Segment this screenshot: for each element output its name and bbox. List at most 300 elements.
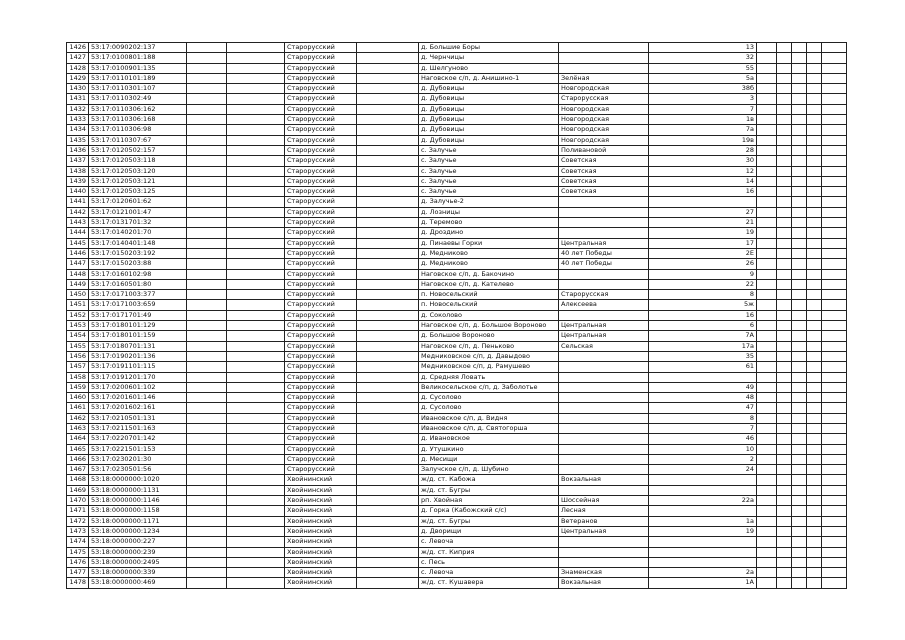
district-cell: Хвойнинский [285, 485, 357, 495]
empty-cell [822, 228, 847, 238]
settlement-cell: п. Новосельский [419, 290, 559, 300]
empty-cell [822, 115, 847, 125]
row-number-cell: 1456 [67, 351, 89, 361]
empty-cell [187, 372, 227, 382]
empty-cell [187, 310, 227, 320]
house-number-cell: 16 [649, 310, 757, 320]
street-cell: Старорусская [559, 290, 649, 300]
empty-cell [227, 526, 285, 536]
empty-cell [357, 187, 419, 197]
empty-cell [187, 207, 227, 217]
settlement-cell: д. Сусолово [419, 393, 559, 403]
street-cell: Центральная [559, 331, 649, 341]
empty-cell [357, 475, 419, 485]
empty-cell [807, 84, 822, 94]
empty-cell [757, 331, 777, 341]
row-number-cell: 1472 [67, 516, 89, 526]
empty-cell [792, 187, 807, 197]
house-number-cell: 38б [649, 84, 757, 94]
empty-cell [357, 248, 419, 258]
table-row [67, 362, 847, 372]
empty-cell [227, 84, 285, 94]
house-number-cell [649, 506, 757, 516]
row-number-cell: 1440 [67, 187, 89, 197]
house-number-cell: 22а [649, 496, 757, 506]
district-cell: Хвойнинский [285, 568, 357, 578]
empty-cell [807, 516, 822, 526]
empty-cell [807, 310, 822, 320]
district-cell: Старорусский [285, 382, 357, 392]
empty-cell [807, 135, 822, 145]
empty-cell [357, 382, 419, 392]
empty-cell [777, 485, 792, 495]
empty-cell [822, 506, 847, 516]
table-row [67, 279, 847, 289]
empty-cell [822, 135, 847, 145]
empty-cell [227, 454, 285, 464]
empty-cell [357, 176, 419, 186]
empty-cell [187, 125, 227, 135]
empty-cell [187, 393, 227, 403]
empty-cell [777, 444, 792, 454]
empty-cell [757, 568, 777, 578]
empty-cell [792, 73, 807, 83]
settlement-cell: д. Теремово [419, 218, 559, 228]
district-cell: Старорусский [285, 300, 357, 310]
empty-cell [822, 187, 847, 197]
empty-cell [757, 382, 777, 392]
table-row [67, 557, 847, 567]
cadastral-number-cell: 53:17:0230201:30 [89, 454, 187, 464]
empty-cell [227, 362, 285, 372]
empty-cell [792, 248, 807, 258]
table-row [67, 248, 847, 258]
settlement-cell: д. Месищи [419, 454, 559, 464]
settlement-cell: д. Дубовицы [419, 84, 559, 94]
empty-cell [792, 125, 807, 135]
empty-cell [757, 84, 777, 94]
row-number-cell: 1464 [67, 434, 89, 444]
settlement-cell: ж/д. ст. Бугры [419, 485, 559, 495]
house-number-cell: 9 [649, 269, 757, 279]
district-cell: Старорусский [285, 372, 357, 382]
empty-cell [357, 63, 419, 73]
empty-cell [357, 310, 419, 320]
table-row [67, 187, 847, 197]
empty-cell [777, 125, 792, 135]
empty-cell [757, 413, 777, 423]
table-row [67, 84, 847, 94]
table-row [67, 321, 847, 331]
empty-cell [757, 290, 777, 300]
empty-cell [357, 94, 419, 104]
empty-cell [227, 557, 285, 567]
empty-cell [187, 197, 227, 207]
empty-cell [792, 557, 807, 567]
empty-cell [807, 43, 822, 53]
empty-cell [792, 156, 807, 166]
empty-cell [777, 269, 792, 279]
street-cell: Новгородская [559, 84, 649, 94]
empty-cell [822, 382, 847, 392]
empty-cell [777, 321, 792, 331]
row-number-cell: 1435 [67, 135, 89, 145]
settlement-cell: Великосельское с/п, д. Заболотье [419, 382, 559, 392]
empty-cell [187, 454, 227, 464]
empty-cell [357, 413, 419, 423]
street-cell [559, 485, 649, 495]
empty-cell [227, 423, 285, 433]
empty-cell [822, 43, 847, 53]
empty-cell [822, 207, 847, 217]
street-cell: 40 лет Победы [559, 259, 649, 269]
district-cell: Старорусский [285, 413, 357, 423]
settlement-cell: д. Чернчицы [419, 53, 559, 63]
cadastral-number-cell: 53:18:0000000:2495 [89, 557, 187, 567]
empty-cell [227, 496, 285, 506]
row-number-cell: 1450 [67, 290, 89, 300]
empty-cell [792, 331, 807, 341]
empty-cell [792, 197, 807, 207]
street-cell: Алексеева [559, 300, 649, 310]
empty-cell [357, 393, 419, 403]
empty-cell [792, 166, 807, 176]
empty-cell [792, 568, 807, 578]
row-number-cell: 1476 [67, 557, 89, 567]
settlement-cell: д. Соколово [419, 310, 559, 320]
empty-cell [792, 362, 807, 372]
empty-cell [187, 84, 227, 94]
empty-cell [792, 63, 807, 73]
district-cell: Старорусский [285, 403, 357, 413]
empty-cell [822, 125, 847, 135]
row-number-cell: 1451 [67, 300, 89, 310]
house-number-cell: 2а [649, 568, 757, 578]
district-cell: Старорусский [285, 321, 357, 331]
cadastral-number-cell: 53:17:0090202:137 [89, 43, 187, 53]
empty-cell [822, 578, 847, 588]
cadastral-number-cell: 53:17:0160501:80 [89, 279, 187, 289]
district-cell: Хвойнинский [285, 537, 357, 547]
cadastral-number-cell: 53:17:0100901:135 [89, 63, 187, 73]
cadastral-number-cell: 53:17:0120502:157 [89, 145, 187, 155]
street-cell: Центральная [559, 238, 649, 248]
empty-cell [187, 434, 227, 444]
street-cell [559, 444, 649, 454]
empty-cell [187, 506, 227, 516]
empty-cell [357, 516, 419, 526]
empty-cell [807, 197, 822, 207]
empty-cell [357, 259, 419, 269]
empty-cell [807, 207, 822, 217]
table-row [67, 207, 847, 217]
empty-cell [822, 300, 847, 310]
table-row [67, 331, 847, 341]
empty-cell [227, 331, 285, 341]
table-row [67, 156, 847, 166]
empty-cell [187, 104, 227, 114]
empty-cell [187, 53, 227, 63]
empty-cell [777, 465, 792, 475]
empty-cell [227, 372, 285, 382]
empty-cell [792, 290, 807, 300]
district-cell: Старорусский [285, 228, 357, 238]
row-number-cell: 1470 [67, 496, 89, 506]
house-number-cell: 48 [649, 393, 757, 403]
empty-cell [792, 145, 807, 155]
empty-cell [822, 238, 847, 248]
empty-cell [187, 43, 227, 53]
row-number-cell: 1455 [67, 341, 89, 351]
district-cell: Старорусский [285, 248, 357, 258]
empty-cell [777, 403, 792, 413]
empty-cell [792, 454, 807, 464]
empty-cell [187, 496, 227, 506]
district-cell: Старорусский [285, 423, 357, 433]
house-number-cell: 17 [649, 238, 757, 248]
empty-cell [757, 423, 777, 433]
empty-cell [792, 444, 807, 454]
cadastral-number-cell: 53:17:0110302:49 [89, 94, 187, 104]
table-row [67, 382, 847, 392]
empty-cell [777, 382, 792, 392]
empty-cell [792, 475, 807, 485]
house-number-cell: 8 [649, 413, 757, 423]
empty-cell [757, 259, 777, 269]
row-number-cell: 1427 [67, 53, 89, 63]
empty-cell [807, 156, 822, 166]
empty-cell [187, 403, 227, 413]
cadastral-number-cell: 53:17:0200601:102 [89, 382, 187, 392]
district-cell: Старорусский [285, 290, 357, 300]
empty-cell [792, 506, 807, 516]
street-cell [559, 434, 649, 444]
house-number-cell: 1в [649, 115, 757, 125]
settlement-cell: д. Дубовицы [419, 125, 559, 135]
empty-cell [792, 413, 807, 423]
settlement-cell: ж/д. ст. Бугры [419, 516, 559, 526]
district-cell: Хвойнинский [285, 506, 357, 516]
empty-cell [357, 84, 419, 94]
house-number-cell: 3 [649, 94, 757, 104]
empty-cell [757, 197, 777, 207]
empty-cell [187, 362, 227, 372]
empty-cell [187, 475, 227, 485]
empty-cell [792, 135, 807, 145]
district-cell: Хвойнинский [285, 475, 357, 485]
empty-cell [807, 218, 822, 228]
row-number-cell: 1459 [67, 382, 89, 392]
empty-cell [357, 197, 419, 207]
table-row [67, 413, 847, 423]
row-number-cell: 1431 [67, 94, 89, 104]
empty-cell [822, 475, 847, 485]
empty-cell [777, 73, 792, 83]
empty-cell [822, 197, 847, 207]
empty-cell [792, 321, 807, 331]
house-number-cell: 1А [649, 578, 757, 588]
registry-table [66, 42, 847, 589]
empty-cell [822, 84, 847, 94]
cadastral-number-cell: 53:17:0171701:49 [89, 310, 187, 320]
empty-cell [792, 238, 807, 248]
district-cell: Старорусский [285, 218, 357, 228]
district-cell: Хвойнинский [285, 557, 357, 567]
empty-cell [187, 382, 227, 392]
street-cell: Лесная [559, 506, 649, 516]
table-row [67, 403, 847, 413]
row-number-cell: 1445 [67, 238, 89, 248]
empty-cell [227, 248, 285, 258]
empty-cell [187, 423, 227, 433]
street-cell: Знаменская [559, 568, 649, 578]
empty-cell [822, 362, 847, 372]
empty-cell [807, 300, 822, 310]
empty-cell [807, 351, 822, 361]
house-number-cell: 17а [649, 341, 757, 351]
empty-cell [777, 372, 792, 382]
street-cell [559, 465, 649, 475]
empty-cell [792, 279, 807, 289]
empty-cell [792, 393, 807, 403]
empty-cell [187, 321, 227, 331]
row-number-cell: 1442 [67, 207, 89, 217]
table-row [67, 73, 847, 83]
house-number-cell: 1а [649, 516, 757, 526]
street-cell: Сельская [559, 341, 649, 351]
district-cell: Старорусский [285, 238, 357, 248]
house-number-cell: 10 [649, 444, 757, 454]
street-cell: Вокзальная [559, 475, 649, 485]
empty-cell [777, 290, 792, 300]
empty-cell [357, 73, 419, 83]
cadastral-number-cell: 53:17:0160102:98 [89, 269, 187, 279]
cadastral-number-cell: 53:17:0121001:47 [89, 207, 187, 217]
empty-cell [357, 238, 419, 248]
empty-cell [757, 94, 777, 104]
empty-cell [227, 145, 285, 155]
empty-cell [822, 156, 847, 166]
cadastral-number-cell: 53:17:0201602:161 [89, 403, 187, 413]
district-cell: Старорусский [285, 434, 357, 444]
empty-cell [757, 248, 777, 258]
empty-cell [187, 166, 227, 176]
empty-cell [757, 63, 777, 73]
house-number-cell: 7А [649, 331, 757, 341]
table-row [67, 135, 847, 145]
empty-cell [357, 537, 419, 547]
table-row [67, 290, 847, 300]
empty-cell [792, 526, 807, 536]
row-number-cell: 1447 [67, 259, 89, 269]
row-number-cell: 1462 [67, 413, 89, 423]
street-cell [559, 310, 649, 320]
table-row [67, 537, 847, 547]
empty-cell [807, 382, 822, 392]
empty-cell [227, 187, 285, 197]
table-row [67, 465, 847, 475]
empty-cell [807, 475, 822, 485]
house-number-cell [649, 547, 757, 557]
cadastral-number-cell: 53:17:0191201:170 [89, 372, 187, 382]
cadastral-number-cell: 53:17:0131701:32 [89, 218, 187, 228]
empty-cell [792, 115, 807, 125]
house-number-cell: 22 [649, 279, 757, 289]
empty-cell [187, 73, 227, 83]
house-number-cell: 19в [649, 135, 757, 145]
empty-cell [757, 372, 777, 382]
empty-cell [792, 207, 807, 217]
table-row [67, 516, 847, 526]
district-cell: Старорусский [285, 187, 357, 197]
settlement-cell: с. Залучье [419, 187, 559, 197]
empty-cell [777, 423, 792, 433]
empty-cell [757, 156, 777, 166]
cadastral-number-cell: 53:17:0211501:163 [89, 423, 187, 433]
street-cell [559, 351, 649, 361]
district-cell: Старорусский [285, 115, 357, 125]
empty-cell [777, 310, 792, 320]
empty-cell [822, 568, 847, 578]
empty-cell [357, 43, 419, 53]
empty-cell [357, 557, 419, 567]
empty-cell [227, 578, 285, 588]
street-cell [559, 362, 649, 372]
empty-cell [807, 94, 822, 104]
empty-cell [757, 506, 777, 516]
table-row [67, 496, 847, 506]
empty-cell [777, 94, 792, 104]
empty-cell [227, 300, 285, 310]
table-row [67, 341, 847, 351]
street-cell: 40 лет Победы [559, 248, 649, 258]
empty-cell [777, 279, 792, 289]
empty-cell [777, 228, 792, 238]
empty-cell [792, 423, 807, 433]
cadastral-number-cell: 53:17:0201601:146 [89, 393, 187, 403]
empty-cell [792, 547, 807, 557]
empty-cell [757, 310, 777, 320]
table-row [67, 423, 847, 433]
house-number-cell: 24 [649, 465, 757, 475]
table-row [67, 176, 847, 186]
cadastral-number-cell: 53:18:0000000:339 [89, 568, 187, 578]
settlement-cell: д. Большие Боры [419, 43, 559, 53]
empty-cell [757, 43, 777, 53]
empty-cell [777, 176, 792, 186]
district-cell: Старорусский [285, 125, 357, 135]
empty-cell [807, 434, 822, 444]
empty-cell [187, 259, 227, 269]
empty-cell [777, 300, 792, 310]
empty-cell [807, 423, 822, 433]
settlement-cell: Наговское с/п, д. Пеньково [419, 341, 559, 351]
house-number-cell: 5ж [649, 300, 757, 310]
table-row [67, 444, 847, 454]
empty-cell [227, 393, 285, 403]
empty-cell [227, 434, 285, 444]
empty-cell [757, 176, 777, 186]
table-row [67, 63, 847, 73]
row-number-cell: 1471 [67, 506, 89, 516]
empty-cell [822, 526, 847, 536]
settlement-cell: д. Шелгуново [419, 63, 559, 73]
empty-cell [777, 516, 792, 526]
settlement-cell: Ивановское с/п, д. Святогорша [419, 423, 559, 433]
row-number-cell: 1438 [67, 166, 89, 176]
empty-cell [777, 145, 792, 155]
cadastral-number-cell: 53:17:0120503:121 [89, 176, 187, 186]
